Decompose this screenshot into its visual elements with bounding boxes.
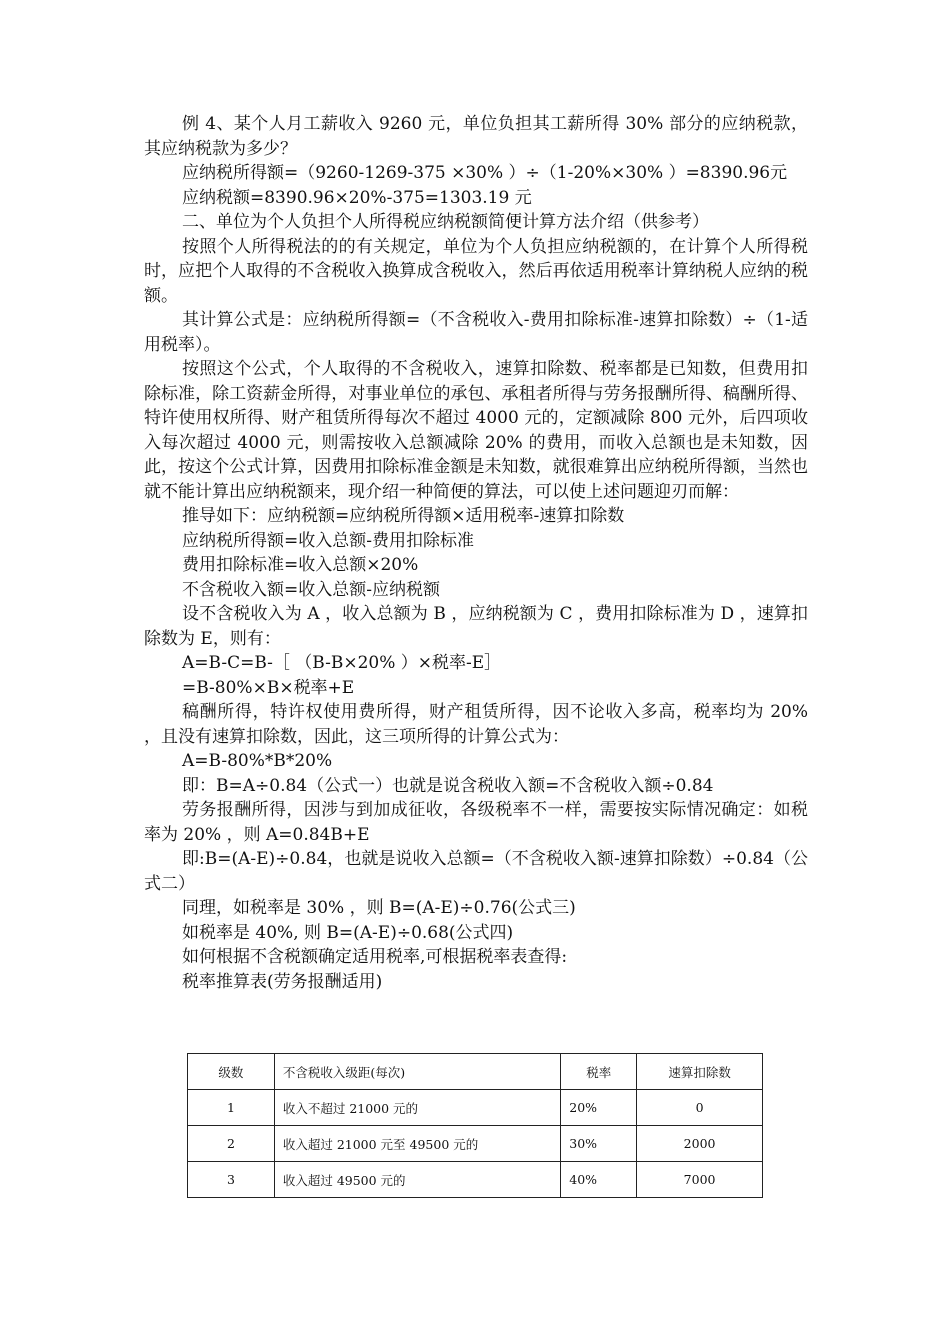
cell-quick-deduction: 7000	[637, 1162, 763, 1198]
cell-rate: 20%	[561, 1090, 637, 1126]
header-rate: 税率	[561, 1054, 637, 1090]
paragraph-formula-taxable: 应纳税所得额=收入总额-费用扣除标准	[182, 530, 474, 551]
document-body	[144, 112, 808, 994]
cell-level: 2	[188, 1126, 275, 1162]
cell-rate: 40%	[561, 1162, 637, 1198]
table-row	[188, 1162, 763, 1198]
header-quick-deduction: 速算扣除数	[637, 1054, 763, 1090]
cell-level: 3	[188, 1162, 275, 1198]
paragraph-formula-deduction: 费用扣除标准=收入总额×20%	[182, 555, 419, 575]
cell-income-range: 收入不超过 21000 元的	[274, 1090, 560, 1126]
table-row	[188, 1126, 763, 1162]
paragraph-formula-net: 不含税收入额=收入总额-应纳税额	[182, 579, 440, 600]
paragraph-formula-one: 即：B=A÷0.84（公式一）也就是说含税收入额=不含税收入额÷0.84	[182, 775, 714, 796]
paragraph-taxable-income-calc: 应纳税所得额=（9260-1269-375 ×30% ）÷（1-20%×30% ）=8390.96元	[182, 163, 788, 183]
paragraph-legal-basis: 按照个人所得税法的的有关规定，单位为个人负担应纳税额的，在计算个人所得税时，应把个人取得的不含税收入换算成含税收入，然后再依适用税率计算纳税人应纳的税额。	[144, 236, 808, 306]
cell-income-range: 收入超过 21000 元至 49500 元的	[274, 1126, 560, 1162]
paragraph-equation-c: A=B-80%*B*20%	[182, 751, 333, 771]
table-row	[188, 1090, 763, 1126]
paragraph-royalties: 稿酬所得，特许权使用费所得，财产租赁所得，因不论收入多高，税率均为 20% ，且没有速算扣除数，因此，这三项所得的计算公式为：	[144, 702, 808, 747]
cell-income-range: 收入超过 49500 元的	[274, 1162, 560, 1198]
table-caption: 税率推算表(劳务报酬适用)	[182, 971, 383, 992]
paragraph-variables: 设不含税收入为 A ，收入总额为 B ，应纳税额为 C ，费用扣除标准为 D ，速算扣除数为 E，则有：	[144, 604, 808, 649]
cell-rate: 30%	[561, 1126, 637, 1162]
table-header-row	[188, 1054, 763, 1090]
header-level: 级数	[188, 1054, 275, 1090]
paragraph-labor-income: 劳务报酬所得，因涉与到加成征收，各级税率不一样，需要按实际情况确定：如税率为 20% ，则 A=0.84B+E	[144, 800, 808, 845]
paragraph-derivation: 推导如下：应纳税额=应纳税所得额×适用税率-速算扣除数	[182, 506, 625, 526]
cell-quick-deduction: 2000	[637, 1126, 763, 1162]
paragraph-rate-lookup: 如何根据不含税额确定适用税率,可根据税率表查得:	[182, 947, 568, 967]
paragraph-formula-three: 同理，如税率是 30% ，则 B=(A-E)÷0.76(公式三)	[182, 898, 576, 918]
cell-level: 1	[188, 1090, 275, 1126]
paragraph-explanation: 按照这个公式，个人取得的不含税收入，速算扣除数、税率都是已知数，但费用扣除标准，除工资薪金所得，对事业单位的承包、承租者所得与劳务报酬所得、稿酬所得、特许使用权所得、财产租赁所得每次不超过 4000 元的，定额减除 800 元外，后四项收入每次超过 4000 元，则需按收入总额减除 20% 的费用，而收入总额也是未知数，因此，按这个公式计算，因费用扣除标准金额是未知数，就很难算出应纳税所得额，当然也就不能计算出应纳税额来，现介绍一种简便的算法，可以使上述问题迎刃而解：	[144, 359, 808, 502]
section-heading-2: 二、单位为个人负担个人所得税应纳税额简便计算方法介绍（供参考）	[182, 212, 709, 232]
cell-quick-deduction: 0	[637, 1090, 763, 1126]
paragraph-equation-a: A=B-C=B-［ （B-B×20% ）×税率-E］	[182, 653, 502, 673]
paragraph-formula-two: 即:B=(A-E)÷0.84，也就是说收入总额=（不含税收入额-速算扣除数）÷0.84（公式二）	[144, 849, 808, 894]
paragraph-formula-four: 如税率是 40%, 则 B=(A-E)÷0.68(公式四)	[182, 922, 514, 943]
tax-rate-table	[187, 1053, 763, 1198]
paragraph-formula: 其计算公式是：应纳税所得额=（不含税收入-费用扣除标准-速算扣除数）÷（1-适用税率）。	[144, 310, 808, 355]
paragraph-tax-amount-calc: 应纳税额=8390.96×20%-375=1303.19 元	[182, 187, 532, 208]
paragraph-example-4: 例 4、某个人月工薪收入 9260 元，单位负担其工薪所得 30% 部分的应纳税款，其应纳税款为多少？	[144, 114, 808, 159]
paragraph-equation-b: =B-80%×B×税率+E	[182, 677, 355, 698]
header-income-range: 不含税收入级距(每次)	[274, 1054, 560, 1090]
